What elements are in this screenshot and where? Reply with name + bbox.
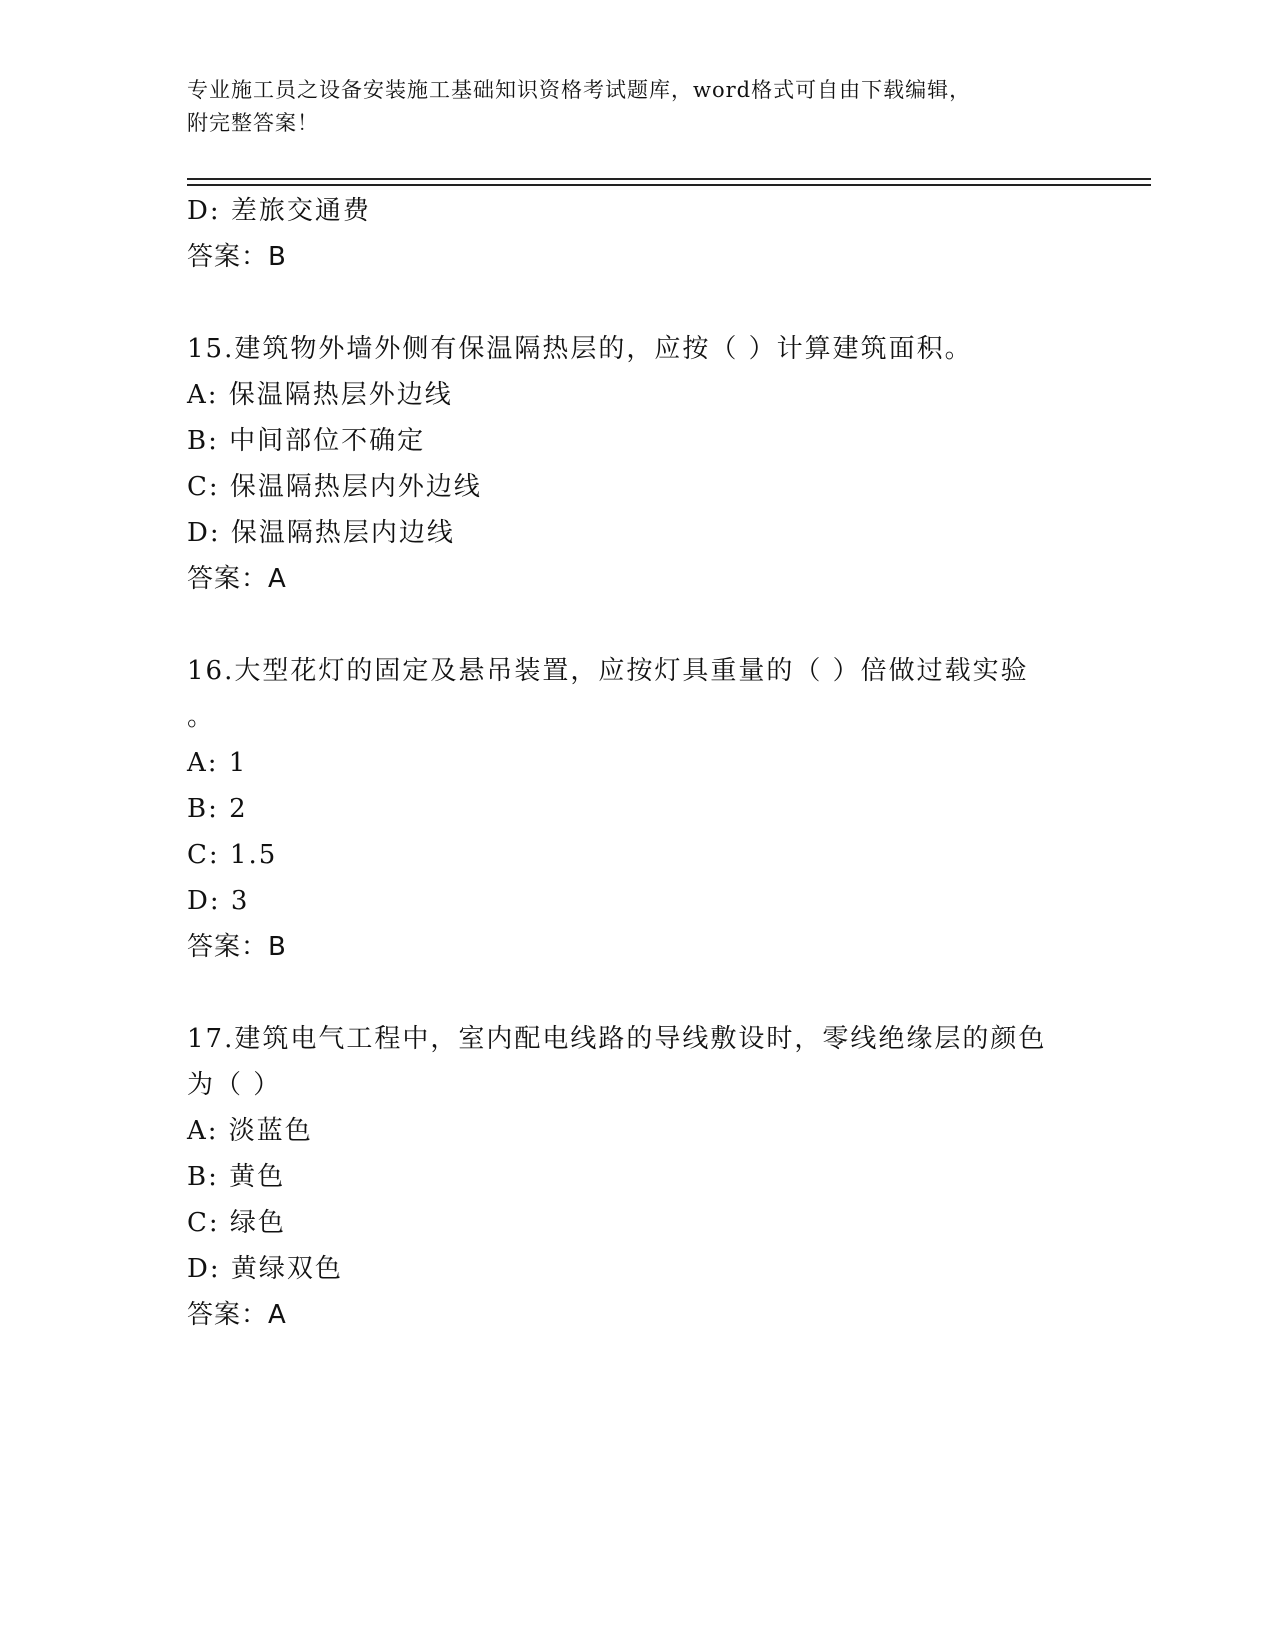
spacer bbox=[187, 280, 1087, 326]
header-line-1: 专业施工员之设备安装施工基础知识资格考试题库，word格式可自由下载编辑， bbox=[187, 78, 972, 102]
option-b: B: 中间部位不确定 bbox=[187, 426, 426, 456]
spacer bbox=[187, 602, 1087, 648]
option-a: A: 保温隔热层外边线 bbox=[187, 380, 453, 410]
option-c: C: 1.5 bbox=[187, 840, 278, 870]
question-stem-line: 16.大型花灯的固定及悬吊装置，应按灯具重量的（ ）倍做过载实验 bbox=[187, 656, 1029, 686]
question-stem-line: 为（ ） bbox=[187, 1070, 282, 1100]
question-stem bbox=[187, 1016, 1087, 1108]
header-divider-bottom bbox=[187, 184, 1151, 186]
option-a: A: 1 bbox=[187, 748, 248, 778]
option-b: B: 2 bbox=[187, 794, 248, 824]
option-c: C: 保温隔热层内外边线 bbox=[187, 472, 482, 502]
answer-line: 答案：A bbox=[187, 564, 287, 594]
question-16 bbox=[187, 648, 1087, 970]
question-stem-line: 17.建筑电气工程中，室内配电线路的导线敷设时，零线绝缘层的颜色 bbox=[187, 1024, 1047, 1054]
question-stem-line: 。 bbox=[187, 702, 216, 732]
option-b: B: 黄色 bbox=[187, 1162, 286, 1192]
question-stem-line: 15.建筑物外墙外侧有保温隔热层的，应按（ ）计算建筑面积。 bbox=[187, 334, 973, 364]
option-d: D: 3 bbox=[187, 886, 250, 916]
option-d: D: 保温隔热层内边线 bbox=[187, 518, 455, 548]
spacer bbox=[187, 970, 1087, 1016]
option-d: D: 黄绿双色 bbox=[187, 1254, 343, 1284]
answer-line: 答案：B bbox=[187, 932, 287, 962]
question-15 bbox=[187, 326, 1087, 602]
option-a: A: 淡蓝色 bbox=[187, 1116, 313, 1146]
option-c: C: 绿色 bbox=[187, 1208, 286, 1238]
answer-line: 答案：A bbox=[187, 1300, 287, 1330]
option-d: D: 差旅交通费 bbox=[187, 196, 371, 226]
page-header bbox=[187, 74, 1087, 140]
document-body bbox=[187, 188, 1087, 1338]
question-stem bbox=[187, 326, 1087, 372]
question-17 bbox=[187, 1016, 1087, 1338]
header-line-2: 附完整答案！ bbox=[187, 111, 319, 135]
question-stem bbox=[187, 648, 1087, 740]
answer-line: 答案：B bbox=[187, 242, 287, 272]
header-divider-top bbox=[187, 178, 1151, 180]
